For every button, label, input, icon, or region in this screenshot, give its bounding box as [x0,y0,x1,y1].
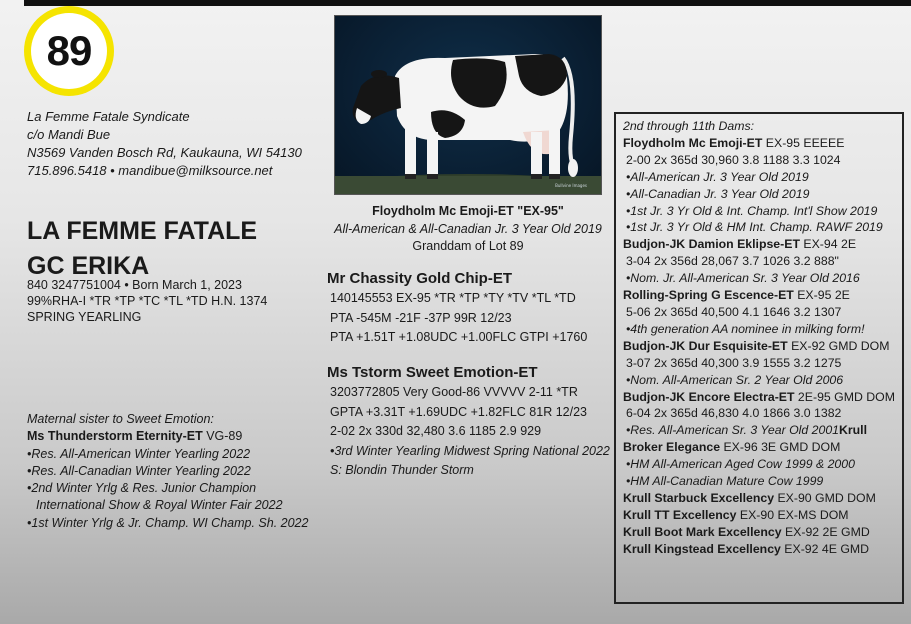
lot-badge-inner [31,13,107,89]
dam2-award-4: •1st Jr. 3 Yr Old & HM Int. Champ. RAWF 2019 [626,220,883,235]
sire-name: Mr Chassity Gold Chip-ET [327,270,513,287]
caption-name: Floydholm Mc Emoji-ET "EX-95" [372,204,564,218]
cow-photo [334,15,602,195]
lot-badge [24,6,114,96]
owner-care-of: c/o Mandi Bue [27,127,111,142]
dam3-name: Budjon-JK Damion Eklipse-ET [623,237,800,252]
dam6-title [623,389,902,406]
owner-name: La Femme Fatale Syndicate [27,109,190,124]
dam8-name: Krull Starbuck Excellency [623,490,775,505]
dam2-name: Floydholm Mc Emoji-ET [623,135,763,150]
maternal-sister-award-3: •2nd Winter Yrlg & Res. Junior Champion [27,481,257,496]
dam10-title [623,524,902,541]
dam3-title [623,236,902,253]
sire-line-2: PTA -545M -21F -37P 99R 12/23 [330,310,512,325]
maternal-sister-score: VG-89 [202,429,243,444]
dam5-title [623,338,902,355]
dam10-name: Krull Boot Mark Excellency [623,524,782,539]
maternal-sister-intro: Maternal sister to Sweet Emotion: [27,412,214,426]
dam-sire: S: Blondin Thunder Storm [330,463,474,477]
dam7-award-2: •HM All-Canadian Mature Cow 1999 [626,474,824,489]
sire-line-1: 140145553 EX-95 *TR *TP *TY *TV *TL *TD [330,291,576,305]
dam7-award-1: •HM All-American Aged Cow 1999 & 2000 [626,457,855,472]
dam9-name: Krull TT Excellency [623,507,737,522]
dam6-score: 2E-95 GMD DOM [794,389,895,404]
dam9-score: EX-90 EX-MS DOM [736,507,849,522]
dam11-name: Krull Kingstead Excellency [623,541,781,556]
maternal-sister-name: Ms Thunderstorm Eternity-ET [27,429,203,444]
maternal-sister-award-4: International Show & Royal Winter Fair 2022 [36,498,283,513]
dam5-award: •Nom. All-American Sr. 2 Year Old 2006 [626,372,844,387]
lot-number: 89 [46,27,92,74]
animal-name-line2: GC ERIKA [27,252,150,280]
sire-section [327,268,587,348]
maternal-sister-award-5: •1st Winter Yrlg & Jr. Champ. WI Champ. Sh. 2022 [27,515,309,530]
dam4-score: EX-95 2E [793,288,850,303]
owner-address: N3569 Vanden Bosch Rd, Kaukauna, WI 54130 [27,145,302,160]
dam2-title [623,135,902,152]
photo-caption [322,203,614,256]
dam9-title [623,507,902,524]
dam-award: •3rd Winter Yearling Midwest Spring National 2022 [330,443,610,458]
dam7-name-prefix: Krull [839,423,868,438]
dam-line-2: GPTA +3.31T +1.69UDC +1.82FLC 81R 12/23 [330,404,587,419]
dam-line-1: 3203772805 Very Good-86 VVVVV 2-11 *TR [330,385,578,399]
sire-line-3: PTA +1.51T +1.08UDC +1.00FLC GTPI +1760 [330,330,588,344]
animal-class: SPRING YEARLING [27,310,142,324]
dams-heading: 2nd through 11th Dams: [623,119,755,133]
maternal-sister-award-2: •Res. All-Canadian Winter Yearling 2022 [27,463,251,478]
maternal-sister-award-1: •Res. All-American Winter Yearling 2022 [27,446,251,461]
dam4-title [623,287,902,304]
animal-registration: 840 3247751004 • Born March 1, 2023 [27,278,242,292]
caption-award: All-American & All-Canadian Jr. 3 Year Old 2019 [334,221,602,236]
dam-line-3: 2-02 2x 330d 32,480 3.6 1185 2.9 929 [330,424,542,438]
dam8-title [623,490,902,507]
dam6-record: 6-04 2x 365d 46,830 4.0 1866 3.0 1382 [626,406,842,421]
cow-illustration [335,16,601,194]
dam11-title [623,541,902,558]
maternal-sister-title [27,428,308,445]
dams-box [614,112,904,604]
caption-relation: Granddam of Lot 89 [412,239,524,253]
dam5-record: 3-07 2x 365d 40,300 3.9 1555 3.2 1275 [626,355,842,370]
animal-name [27,214,257,284]
animal-name-line1: LA FEMME FATALE [27,217,258,245]
owner-phone-email: 715.896.5418 • mandibue@milksource.net [27,163,273,178]
dam8-score: EX-90 GMD DOM [774,490,876,505]
animal-genetics: 99%RHA-I *TR *TP *TC *TL *TD H.N. 1374 [27,294,268,308]
dam-section [327,362,610,481]
dam2-record: 2-00 2x 365d 30,960 3.8 1188 3.3 1024 [626,152,841,167]
dam3-award: •Nom. Jr. All-American Sr. 3 Year Old 2016 [626,271,860,286]
dam7-score: EX-96 3E GMD DOM [720,440,841,455]
dam2-award-1: •All-American Jr. 3 Year Old 2019 [626,169,809,184]
photo-credit: Bullvine Images [555,183,587,188]
dam2-score: EX-95 EEEEE [762,135,845,150]
dam6-award: •Res. All-American Sr. 3 Year Old 2001 [626,423,839,438]
dam10-score: EX-92 2E GMD [781,524,870,539]
dam2-award-3: •1st Jr. 3 Yr Old & Int. Champ. Int'l Show 2019 [626,203,878,218]
dam7-name: Broker Elegance [623,440,721,455]
dam5-score: EX-92 GMD DOM [787,338,890,353]
dam-name: Ms Tstorm Sweet Emotion-ET [327,364,538,381]
dam6-award-line [623,422,902,439]
dam4-name: Rolling-Spring G Escence-ET [623,288,794,303]
dam4-record: 5-06 2x 365d 40,500 4.1 1646 3.2 1307 [626,304,842,319]
dam2-award-2: •All-Canadian Jr. 3 Year Old 2019 [626,186,810,201]
owner-contact [27,108,302,180]
dam6-name: Budjon-JK Encore Electra-ET [623,389,795,404]
dam3-score: EX-94 2E [799,237,857,252]
animal-info [27,277,267,325]
dam5-name: Budjon-JK Dur Esquisite-ET [623,338,788,353]
dam7-title [623,439,902,456]
dam11-score: EX-92 4E GMD [780,541,870,556]
top-rule [24,0,911,6]
dam4-award: •4th generation AA nominee in milking form! [626,321,865,336]
maternal-sister-section [27,411,308,532]
dam3-record: 3-04 2x 356d 28,067 3.7 1026 3.2 888" [626,254,839,269]
